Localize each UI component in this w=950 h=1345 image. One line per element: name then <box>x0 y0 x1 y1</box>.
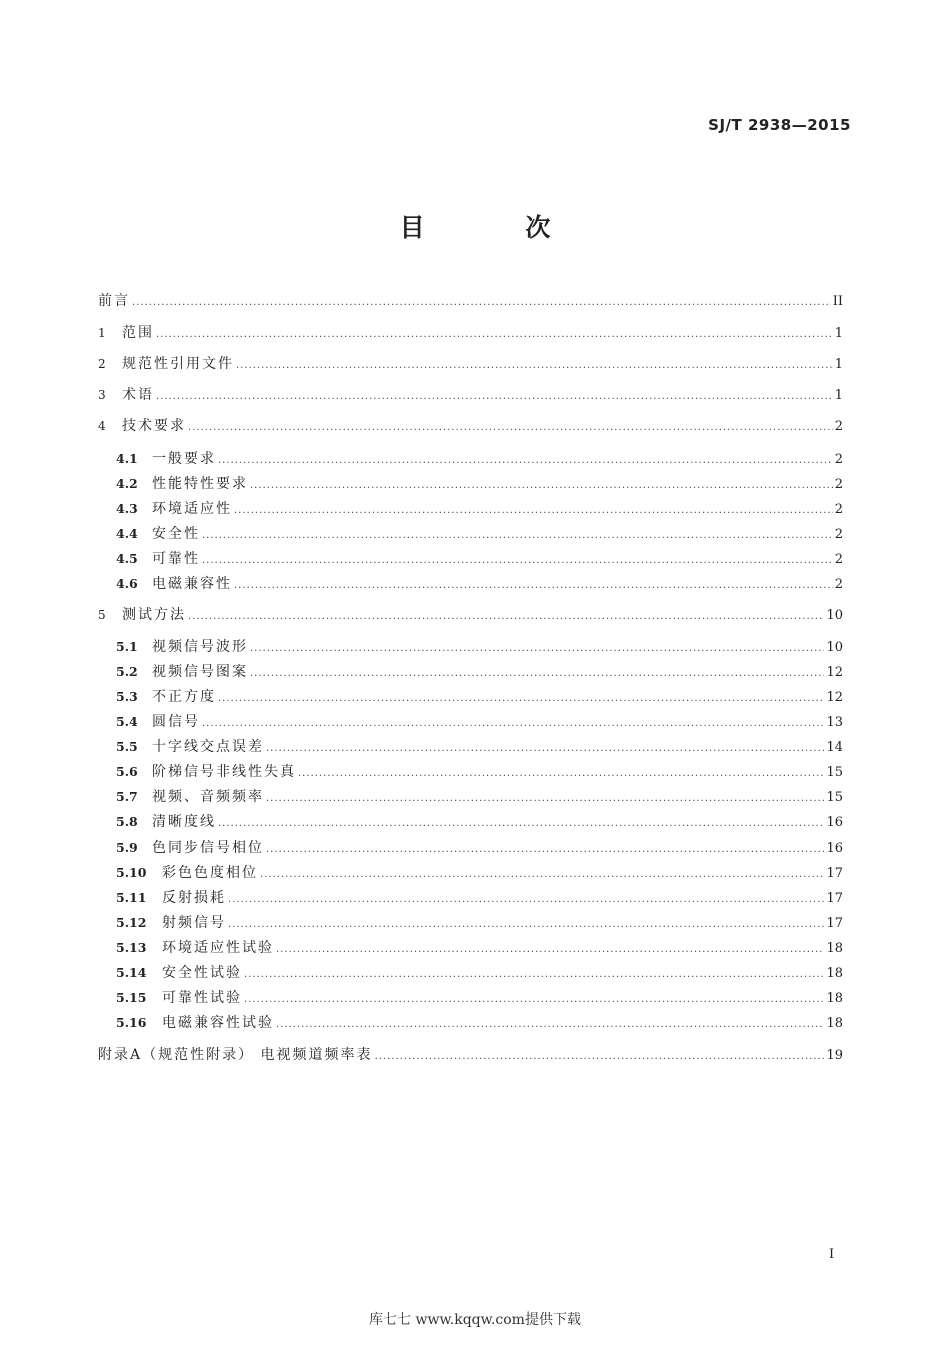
dot-leader <box>266 739 824 759</box>
dot-leader <box>156 325 833 345</box>
toc-entry-title: 视频、音频频率 <box>152 789 264 805</box>
toc-entry-number: 5.10 <box>116 865 147 880</box>
toc-entry-number: 3 <box>98 388 106 402</box>
toc-entry-page: 18 <box>826 966 843 981</box>
toc-entry-page: 10 <box>826 608 843 623</box>
toc-entry-page: 2 <box>834 552 843 567</box>
toc-entry-number: 5.6 <box>116 764 138 779</box>
dot-leader <box>202 714 824 734</box>
toc-entry-number: 5.7 <box>116 789 138 804</box>
toc-entry-number: 5.1 <box>116 639 138 654</box>
toc-entry-page: 1 <box>834 326 843 341</box>
toc-entry-page: 18 <box>826 991 843 1006</box>
toc-entry[interactable] <box>116 474 843 494</box>
toc-entry-number: 4.1 <box>116 451 138 466</box>
toc-entry[interactable] <box>116 888 843 908</box>
toc-entry-page: 12 <box>826 690 843 705</box>
toc-entry-page: 15 <box>826 765 843 780</box>
toc-entry-page: 1 <box>834 388 843 403</box>
toc-entry[interactable] <box>116 662 843 682</box>
toc-entry-number: 4.6 <box>116 576 138 591</box>
toc-entry-title: 术语 <box>122 387 154 403</box>
toc-entry[interactable] <box>98 1045 843 1065</box>
toc-entry-title: 电磁兼容性试验 <box>162 1015 274 1031</box>
toc-entry-title: 可靠性 <box>152 551 200 567</box>
page-folio: I <box>829 1247 835 1262</box>
toc-entry-page: 18 <box>826 1016 843 1031</box>
dot-leader <box>188 418 833 438</box>
dot-leader <box>188 607 824 627</box>
toc-entry[interactable] <box>116 637 843 657</box>
toc-entry[interactable] <box>116 913 843 933</box>
toc-entry[interactable] <box>98 385 843 405</box>
toc-entry-page: 2 <box>834 502 843 517</box>
toc-entry-page: 17 <box>826 916 843 931</box>
toc-entry-number: 5.3 <box>116 689 138 704</box>
toc-entry-number: 5.14 <box>116 965 147 980</box>
toc-entry-page: 1 <box>834 357 843 372</box>
toc-entry-title: 彩色色度相位 <box>162 865 258 881</box>
toc-entry[interactable] <box>116 787 843 807</box>
toc-entry-title: 反射损耗 <box>162 890 226 906</box>
toc-entry-title: 技术要求 <box>122 418 186 434</box>
dot-leader <box>266 789 824 809</box>
dot-leader <box>228 890 824 910</box>
toc-entry-title: 附录A（规范性附录） 电视频道频率表 <box>98 1047 373 1063</box>
toc-entry-title: 规范性引用文件 <box>122 356 234 372</box>
dot-leader <box>260 865 824 885</box>
dot-leader <box>132 293 831 313</box>
toc-entry[interactable] <box>98 354 843 374</box>
dot-leader <box>218 451 833 471</box>
toc-entry-page: 19 <box>826 1048 843 1063</box>
toc-entry-number: 2 <box>98 357 106 371</box>
dot-leader <box>266 840 824 860</box>
dot-leader <box>250 639 824 659</box>
toc-entry-title: 圆信号 <box>152 714 200 730</box>
dot-leader <box>276 940 824 960</box>
dot-leader <box>218 814 824 834</box>
toc-entry-number: 4.3 <box>116 501 138 516</box>
toc-entry-number: 5.11 <box>116 890 147 905</box>
toc-entry-title: 不正方度 <box>152 689 216 705</box>
toc-entry-page: 2 <box>834 477 843 492</box>
toc-entry-title: 电磁兼容性 <box>152 576 232 592</box>
toc-entry-title: 环境适应性试验 <box>162 940 274 956</box>
toc-entry-title: 阶梯信号非线性失真 <box>152 764 296 780</box>
toc-entry-number: 4 <box>98 419 106 433</box>
toc-entry[interactable] <box>116 524 843 544</box>
toc-entry-title: 清晰度线 <box>152 814 216 830</box>
toc-entry-page: 13 <box>826 715 843 730</box>
toc-entry[interactable] <box>116 963 843 983</box>
toc-entry-page: 14 <box>826 740 843 755</box>
toc-entry[interactable] <box>116 687 843 707</box>
toc-entry[interactable] <box>98 416 843 436</box>
toc-title: 目 次 <box>399 213 597 242</box>
toc-entry[interactable] <box>116 938 843 958</box>
dot-leader <box>234 501 833 521</box>
toc-entry-number: 5.5 <box>116 739 138 754</box>
toc-entry-page: 2 <box>834 527 843 542</box>
toc-entry-title: 范围 <box>122 325 154 341</box>
toc-entry-page: 16 <box>826 815 843 830</box>
dot-leader <box>244 990 824 1010</box>
toc-entry-page: 17 <box>826 866 843 881</box>
toc-entry-title: 一般要求 <box>152 451 216 467</box>
toc-entry-page: 2 <box>834 577 843 592</box>
toc-entry-number: 5.9 <box>116 840 138 855</box>
toc-entry[interactable] <box>116 812 843 832</box>
toc-entry[interactable] <box>116 863 843 883</box>
toc-entry-number: 5.13 <box>116 940 147 955</box>
toc-entry-number: 4.2 <box>116 476 138 491</box>
toc-entry-title: 视频信号波形 <box>152 639 248 655</box>
toc-entry[interactable] <box>98 291 843 311</box>
toc-entry[interactable] <box>98 605 843 625</box>
dot-leader <box>234 576 833 596</box>
toc-entry[interactable] <box>116 574 843 594</box>
toc-entry[interactable] <box>116 988 843 1008</box>
toc-entry-title: 安全性试验 <box>162 965 242 981</box>
toc-entry[interactable] <box>116 549 843 569</box>
dot-leader <box>218 689 824 709</box>
toc-entry-number: 5.2 <box>116 664 138 679</box>
toc-entry-page: 12 <box>826 665 843 680</box>
toc-entry-page: 18 <box>826 941 843 956</box>
toc-entry-page: 17 <box>826 891 843 906</box>
dot-leader <box>298 764 824 784</box>
dot-leader <box>375 1047 825 1067</box>
toc-entry[interactable] <box>116 1013 843 1033</box>
dot-leader <box>156 387 833 407</box>
dot-leader <box>244 965 824 985</box>
toc-entry-page: 2 <box>834 419 843 434</box>
toc-entry-title: 环境适应性 <box>152 501 232 517</box>
download-footer: 库七七 www.kqqw.com提供下载 <box>369 1312 581 1328</box>
toc-entry[interactable] <box>116 737 843 757</box>
dot-leader <box>202 551 833 571</box>
toc-entry-number: 5.15 <box>116 990 147 1005</box>
dot-leader <box>250 476 833 496</box>
toc-entry-title: 可靠性试验 <box>162 990 242 1006</box>
toc-entry-title: 测试方法 <box>122 607 186 623</box>
toc-entry[interactable] <box>116 449 843 469</box>
toc-entry[interactable] <box>116 762 843 782</box>
toc-entry-page: II <box>832 294 843 309</box>
toc-entry[interactable] <box>116 838 843 858</box>
toc-entry-number: 1 <box>98 326 106 340</box>
toc-entry[interactable] <box>98 323 843 343</box>
toc-entry-title: 视频信号图案 <box>152 664 248 680</box>
toc-entry-number: 5 <box>98 608 106 622</box>
toc-entry-page: 2 <box>834 452 843 467</box>
toc-entry-title: 射频信号 <box>162 915 226 931</box>
toc-entry-page: 10 <box>826 640 843 655</box>
dot-leader <box>236 356 833 376</box>
dot-leader <box>276 1015 824 1035</box>
toc-entry-page: 15 <box>826 790 843 805</box>
standard-code: SJ/T 2938—2015 <box>708 116 851 134</box>
toc-entry-number: 5.12 <box>116 915 147 930</box>
toc-entry[interactable] <box>116 499 843 519</box>
dot-leader <box>202 526 833 546</box>
dot-leader <box>250 664 824 684</box>
toc-entry-title: 色同步信号相位 <box>152 840 264 856</box>
toc-entry[interactable] <box>116 712 843 732</box>
toc-entry-number: 4.5 <box>116 551 138 566</box>
toc-entry-number: 5.16 <box>116 1015 147 1030</box>
toc-entry-title: 性能特性要求 <box>152 476 248 492</box>
dot-leader <box>228 915 824 935</box>
toc-entry-title: 安全性 <box>152 526 200 542</box>
toc-entry-title: 前言 <box>98 293 130 309</box>
toc-entry-number: 4.4 <box>116 526 138 541</box>
toc-entry-number: 5.4 <box>116 714 138 729</box>
toc-entry-number: 5.8 <box>116 814 138 829</box>
toc-entry-title: 十字线交点误差 <box>152 739 264 755</box>
toc-entry-page: 16 <box>826 841 843 856</box>
